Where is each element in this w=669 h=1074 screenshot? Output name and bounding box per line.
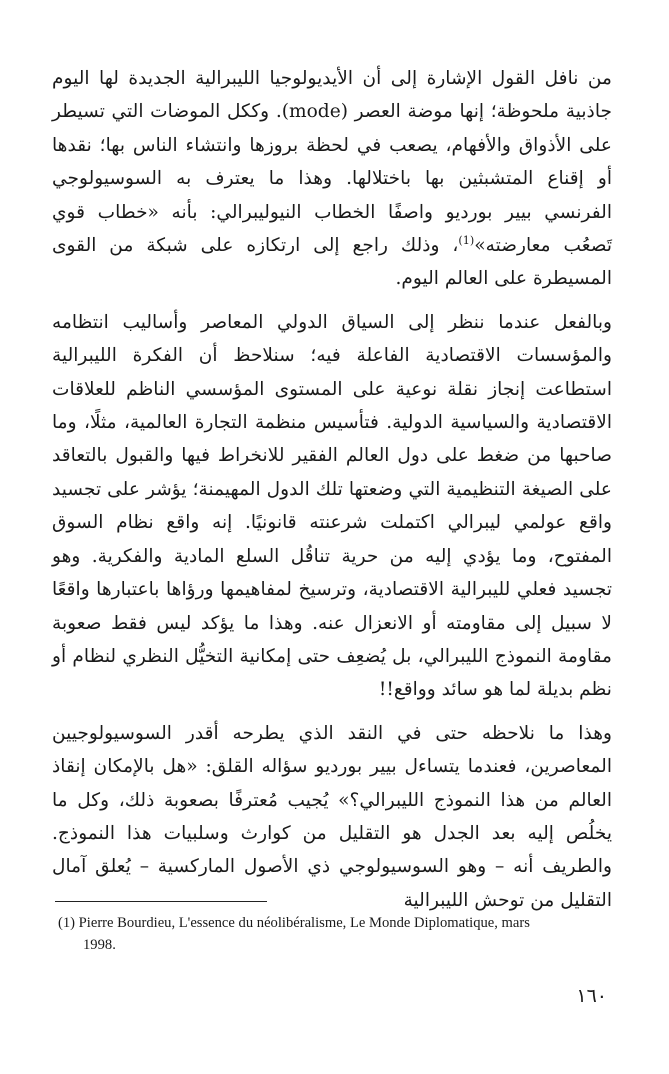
paragraph-1	[52, 62, 612, 296]
paragraph-2: وبالفعل عندما ننظر إلى السياق الدولي المعاصر وأساليب انتظامه والمؤسسات الاقتصادية الفاعلة فيه؛ سنلاحظ أن الفكرة الليبرالية استطاعت إنجاز نقلة نوعية على المستوى المؤسسي الناظم للعلاقات الاقتصادية والسياسية الدولية. فتأسيس منظمة التجارة العالمية، مثلًا، وما صاحبها من ضغط على دول العالم الفقير للانخراط فيها والقبول بالتعاقد على الصيغة التنظيمية التي وضعتها تلك الدول المهيمنة؛ يؤشر على تجسيد واقع عولمي ليبرالي اكتملت شرعنته قانونيًا. إنه واقع نظام السوق المفتوح، وما يؤدي إليه من حرية تناقُل السلع المادية والفكرية. وهو تجسيد فعلي لليبرالية الاقتصادية، وترسيخ لمفاهيمها ورؤاها باعتبارها واقعًا لا سبيل إلى مقاومته أو الانعزال عنه. وهذا ما يؤكد ليس فقط صعوبة مقاومة النموذج الليبرالي، بل يُضعِف حتى إمكانية التخيُّل النظري لنظام أو نظم بديلة لما هو سائد وواقع!!	[52, 311, 612, 701]
page-number: ١٦٠	[576, 985, 607, 1007]
paragraph-3: وهذا ما نلاحظه حتى في النقد الذي يطرحه أقدر السوسيولوجيين المعاصرين، فعندما يتساءل بيير بورديو سؤاله القلق: «هل بالإمكان إنقاذ العالم من هذا النموذج الليبرالي؟» يُجيب مُعترفًا بصعوبة ذلك، وكل ما يخلُص إليه بعد الجدل هو التقليل من كوارث وسلبيات هذا النموذج. والطريف أنه – وهو السوسيولوجي ذي الأصول الماركسية – يُعلق آمال التقليل من توحش الليبرالية	[52, 722, 612, 911]
paragraph-1-text: من نافل القول الإشارة إلى أن الأيديولوجيا الليبرالية الجديدة لها اليوم جاذبية ملحوظة؛ إنها موضة العصر (mode). وككل الموضات التي تسيطر على الأذواق والأفهام، يصعب في لحظة بروزها وانتشاء الناس بها؛ نقدها أو إقناع المتشبثين بها باختلالها. وهذا ما يعترف به السوسيولوجي الفرنسي بيير بورديو واصفًا الخطاب النيوليبرالي: بأنه «خطاب قوي تَصعُب معارضته»	[52, 68, 612, 257]
footnote-line-2: 1998.	[83, 937, 116, 953]
page-body	[52, 62, 612, 917]
footnote-line-1: (1) Pierre Bourdieu, L'essence du néolibéralisme, Le Monde Diplomatique, mars	[58, 915, 530, 931]
footnote	[58, 912, 612, 956]
paragraph-1-tail: ، وذلك راجع إلى ارتكازه على شبكة من القوى المسيطرة على العالم اليوم.	[52, 235, 612, 290]
footnote-separator	[55, 901, 267, 902]
footnote-marker: (1)	[458, 233, 475, 247]
